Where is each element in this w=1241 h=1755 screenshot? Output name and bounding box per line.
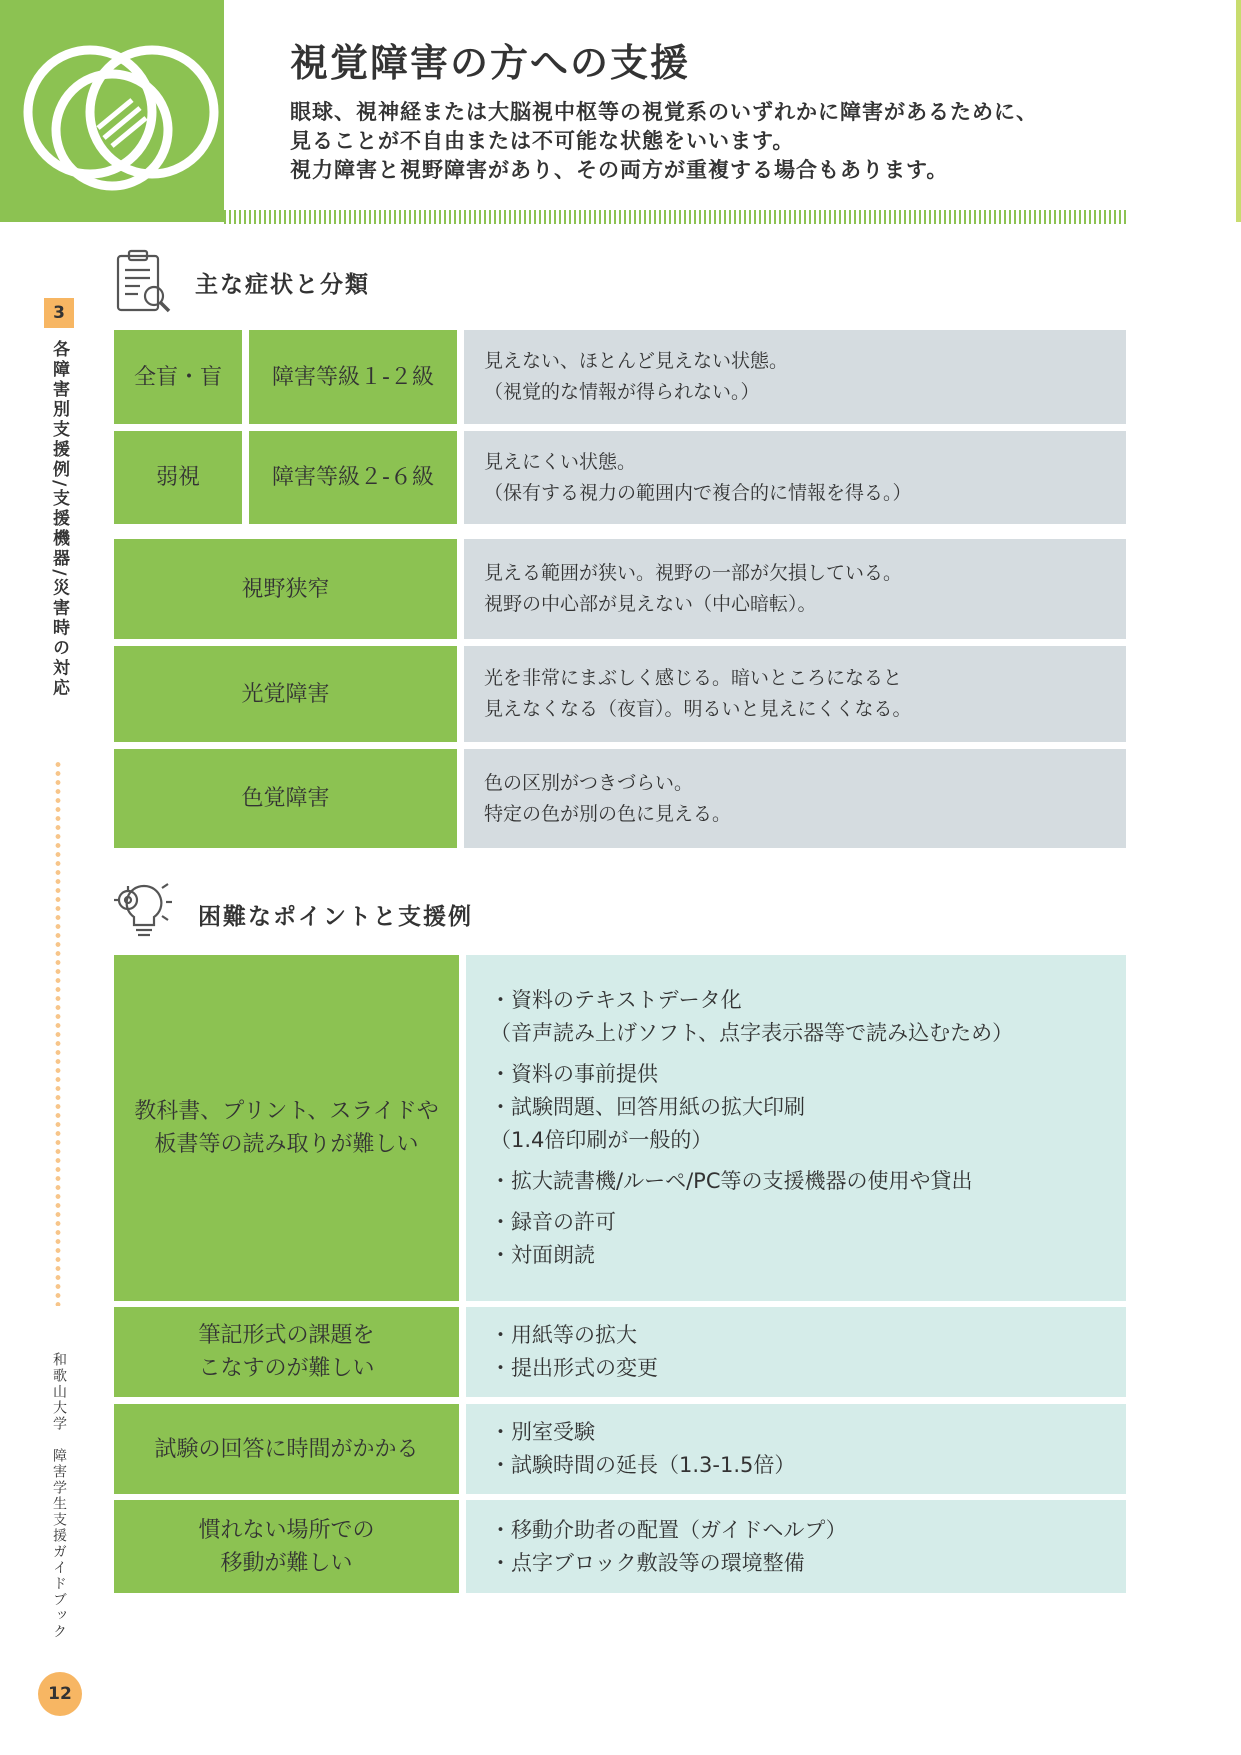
support-items <box>466 1307 1126 1397</box>
lightbulb-target-icon <box>114 878 174 944</box>
intro-line: 眼球、視神経または大脳視中枢等の視覚系のいずれかに障害があるために、 <box>290 100 1038 124</box>
difficulty-line: 板書等の読み取りが難しい <box>154 1132 419 1157</box>
symptom-description <box>464 646 1126 742</box>
intro-line: 視力障害と視野障害があり、その両方が重複する場合もあります。 <box>290 158 949 182</box>
support-item: ・移動介助者の配置（ガイドヘルプ） <box>490 1517 847 1542</box>
header-graphic <box>0 0 224 222</box>
symptom-label: 弱視 <box>114 431 242 524</box>
symptom-label: 全盲・盲 <box>114 330 242 424</box>
support-heading: 困難なポイントと支援例 <box>198 904 473 930</box>
difficulty-cell <box>114 955 459 1301</box>
chapter-badge: 3 <box>44 298 74 328</box>
support-item: ・提出形式の変更 <box>490 1356 658 1380</box>
difficulty-line: 試験の回答に時間がかかる <box>154 1436 419 1462</box>
symptom-description <box>464 330 1126 424</box>
description-line: 見える範囲が狭い。視野の一部が欠損している。 <box>484 562 903 584</box>
right-edge-accent <box>1236 0 1241 222</box>
description-line: 色の区別がつきづらい。 <box>484 771 694 794</box>
description-line: 特定の色が別の色に見える。 <box>484 802 732 825</box>
difficulty-line: 移動が難しい <box>220 1550 353 1576</box>
difficulty-cell <box>114 1500 459 1593</box>
support-item: ・用紙等の拡大 <box>490 1323 637 1347</box>
page-number: 12 <box>38 1672 82 1716</box>
support-item: ・点字ブロック敷設等の環境整備 <box>490 1550 805 1575</box>
intro-line: 見ることが不自由または不可能な状態をいいます。 <box>290 129 795 153</box>
symptom-description <box>464 431 1126 524</box>
description-line: 光を非常にまぶしく感じる。暗いところになると <box>484 667 903 689</box>
support-item: ・資料のテキストデータ化 <box>490 988 742 1012</box>
symptom-label: 色覚障害 <box>114 749 457 848</box>
description-line: （視覚的な情報が得られない。） <box>484 381 760 403</box>
support-items <box>466 1500 1126 1593</box>
description-line: 見えにくい状態。 <box>484 450 637 473</box>
description-line: 視野の中心部が見えない（中心暗転）。 <box>484 593 817 615</box>
overlapping-circles-eye-icon <box>0 0 224 222</box>
support-item: ・拡大読書機/ルーペ/PC等の支援機器の使用や貸出 <box>490 1169 973 1193</box>
support-item: （音声読み上げソフト、点字表示器等で読み込むため） <box>490 1021 1014 1045</box>
description-line: （保有する視力の範囲内で複合的に情報を得る。） <box>484 481 912 504</box>
difficulty-cell <box>114 1404 459 1494</box>
clipboard-magnifier-icon <box>114 248 174 316</box>
support-items <box>466 955 1126 1301</box>
intro-text <box>290 98 1038 185</box>
support-item: ・試験時間の延長（1.3-1.5倍） <box>490 1453 796 1477</box>
description-line: 見えなくなる（夜盲）。明るいと見えにくくなる。 <box>484 698 912 720</box>
support-item: ・録音の許可 <box>490 1210 616 1234</box>
support-item: （1.4倍印刷が一般的） <box>490 1128 713 1152</box>
symptom-label: 光覚障害 <box>114 646 457 742</box>
difficulty-line: こなすのが難しい <box>198 1356 375 1381</box>
chapter-title: 各障害別支援例/支援機器/災害時の対応 <box>49 340 69 699</box>
tick-divider <box>224 210 1128 224</box>
dotted-divider <box>55 760 61 1306</box>
symptom-label: 視野狭窄 <box>114 539 457 639</box>
guidebook-footer: 和歌山大学 障害学生支援ガイドブック <box>51 1352 67 1640</box>
support-items <box>466 1404 1126 1494</box>
difficulty-line: 教科書、プリント、スライドや <box>134 1099 439 1124</box>
symptom-description <box>464 539 1126 639</box>
symptoms-heading: 主な症状と分類 <box>195 272 370 298</box>
support-item: ・試験問題、回答用紙の拡大印刷 <box>490 1095 805 1119</box>
difficulty-line: 筆記形式の課題を <box>198 1323 375 1348</box>
difficulty-cell <box>114 1307 459 1397</box>
symptom-grade: 障害等級１-２級 <box>249 330 457 424</box>
support-item: ・資料の事前提供 <box>490 1062 658 1086</box>
symptom-grade: 障害等級２-６級 <box>249 431 457 524</box>
symptom-description <box>464 749 1126 848</box>
difficulty-line: 慣れない場所での <box>198 1517 375 1543</box>
page-title: 視覚障害の方への支援 <box>290 41 691 85</box>
support-item: ・対面朗読 <box>490 1243 595 1267</box>
description-line: 見えない、ほとんど見えない状態。 <box>484 350 789 372</box>
support-item: ・別室受験 <box>490 1420 595 1444</box>
